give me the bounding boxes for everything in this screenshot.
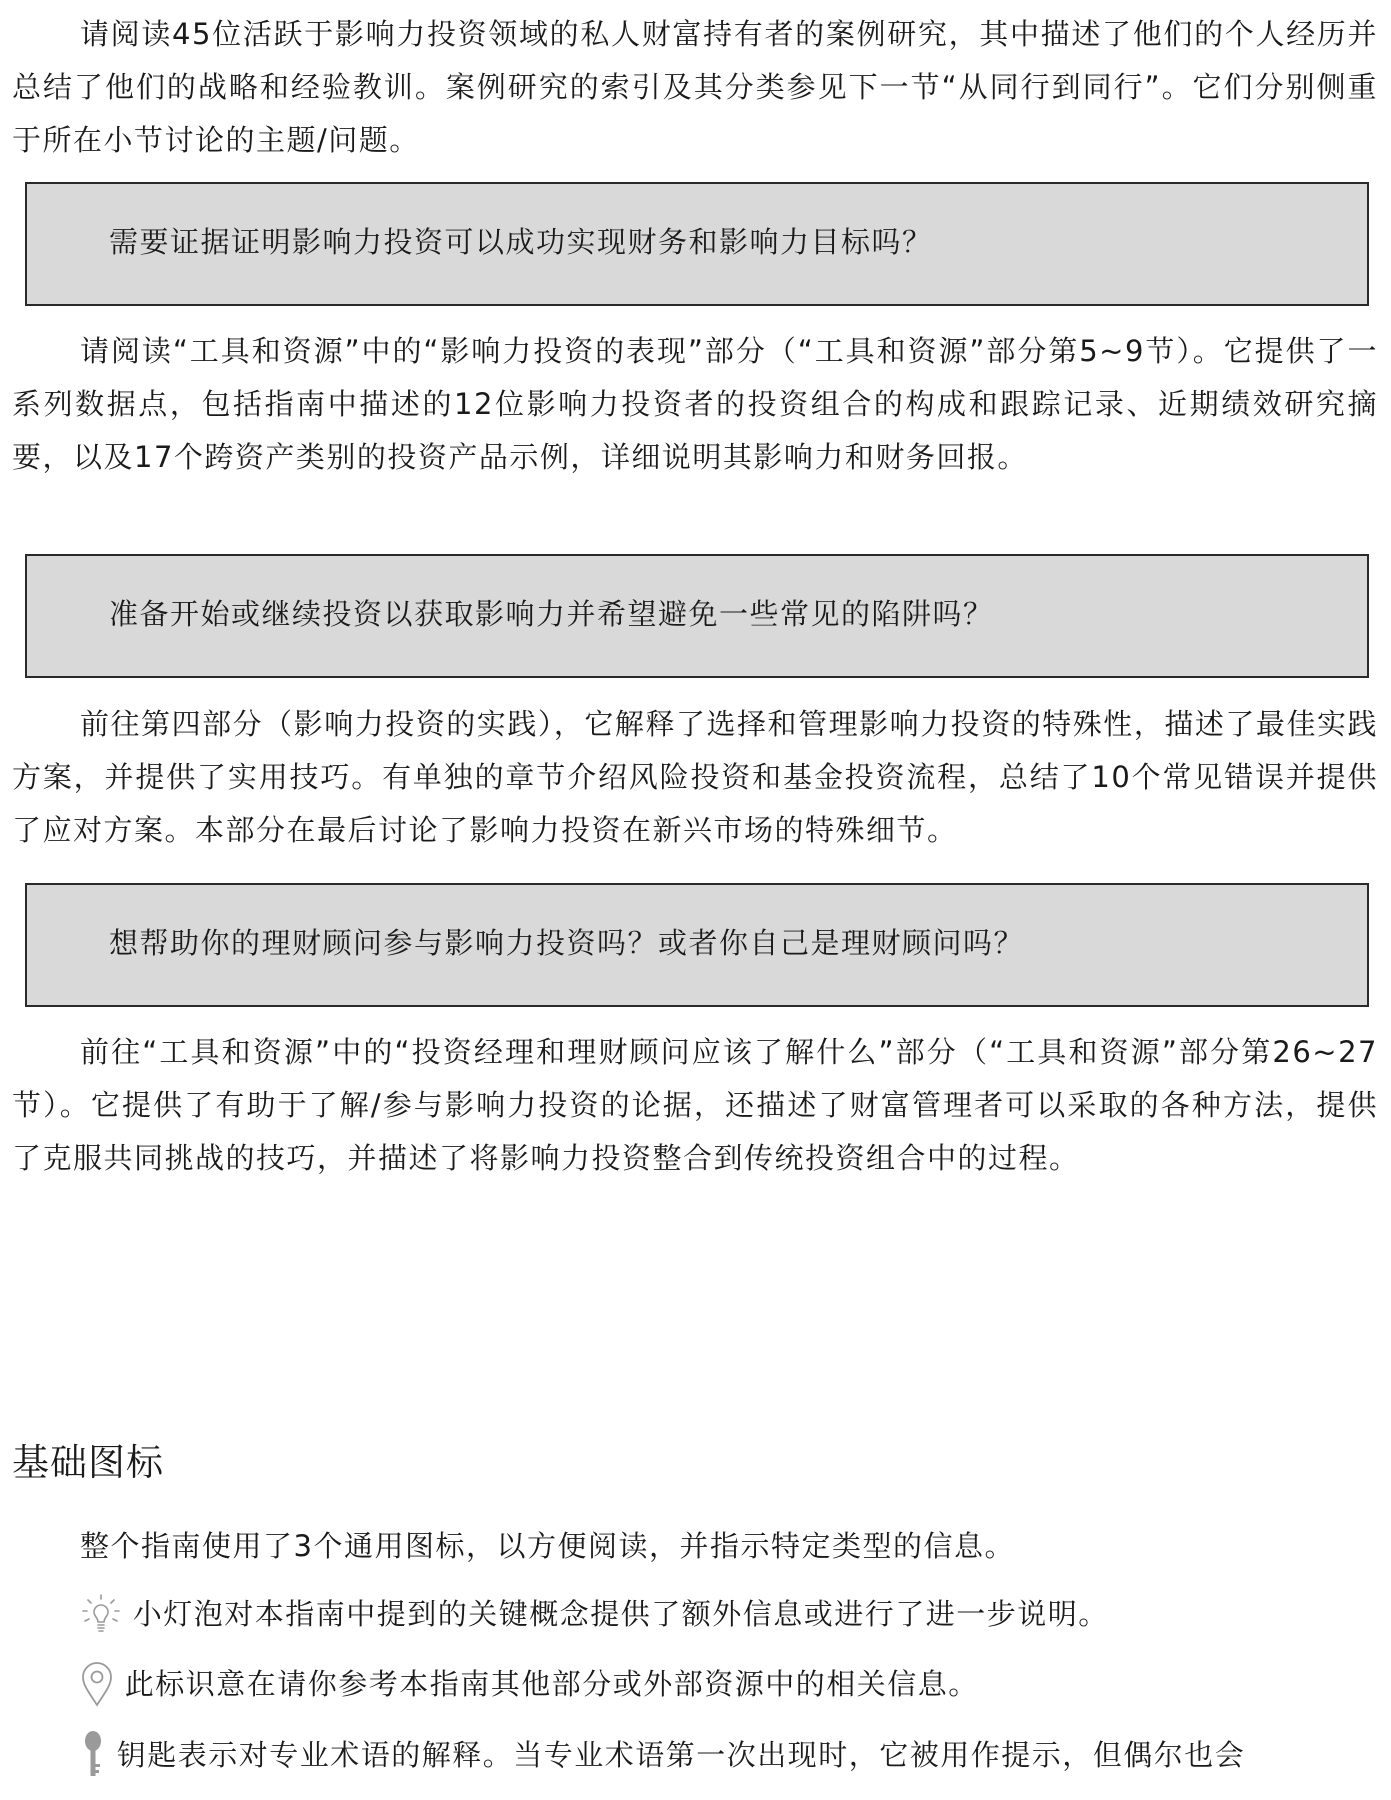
location-pin-icon — [80, 1661, 114, 1707]
question-callout-evidence — [25, 182, 1369, 306]
icon-item-text: 小灯泡对本指南中提到的关键概念提供了额外信息或进行了进一步说明。 — [132, 1597, 1109, 1631]
question-callout-advisor — [25, 883, 1369, 1007]
callout-text: 准备开始或继续投资以获取影响力并希望避免一些常见的陷阱吗？ — [109, 597, 994, 631]
question-callout-pitfalls — [25, 554, 1369, 678]
icon-item-lightbulb — [80, 1590, 1109, 1636]
lightbulb-icon — [80, 1593, 122, 1635]
icons-intro-paragraph: 整个指南使用了3个通用图标，以方便阅读，并指示特定类型的信息。 — [80, 1529, 1015, 1563]
advisor-paragraph: 前往“工具和资源”中的“投资经理和理财顾问应该了解什么”部分（“工具和资源”部分第26~27节）。它提供了有助于了解/参与影响力投资的论据，还描述了财富管理者可以采取的各种方法，提供了克服共同挑战的技巧，并描述了将影响力投资整合到传统投资组合中的过程。 — [12, 1035, 1378, 1175]
icon-item-location-pin — [80, 1660, 979, 1707]
case-study-paragraph: 请阅读45位活跃于影响力投资领域的私人财富持有者的案例研究，其中描述了他们的个人经历并总结了他们的战略和经验教训。案例研究的索引及其分类参见下一节“从同行到同行”。它们分别侧重于所在小节讨论的主题/问题。 — [12, 17, 1378, 157]
icon-item-text: 钥匙表示对专业术语的解释。当专业术语第一次出现时，它被用作提示，但偶尔也会 — [116, 1738, 1246, 1772]
practice-paragraph: 前往第四部分（影响力投资的实践），它解释了选择和管理影响力投资的特殊性，描述了最佳实践方案，并提供了实用技巧。有单独的章节介绍风险投资和基金投资流程，总结了10个常见错误并提供了应对方案。本部分在最后讨论了影响力投资在新兴市场的特殊细节。 — [12, 707, 1378, 847]
performance-paragraph: 请阅读“工具和资源”中的“影响力投资的表现”部分（“工具和资源”部分第5~9节）。它提供了一系列数据点，包括指南中描述的12位影响力投资者的投资组合的构成和跟踪记录、近期绩效研究摘要，以及17个跨资产类别的投资产品示例，详细说明其影响力和财务回报。 — [12, 334, 1378, 474]
callout-text: 想帮助你的理财顾问参与影响力投资吗？或者你自己是理财顾问吗？ — [109, 926, 1025, 960]
icon-item-key — [80, 1730, 1245, 1780]
key-icon — [80, 1730, 106, 1780]
callout-text: 需要证据证明影响力投资可以成功实现财务和影响力目标吗？ — [109, 225, 933, 259]
icon-item-text: 此标识意在请你参考本指南其他部分或外部资源中的相关信息。 — [124, 1667, 979, 1701]
section-heading: 基础图标 — [12, 1441, 164, 1484]
